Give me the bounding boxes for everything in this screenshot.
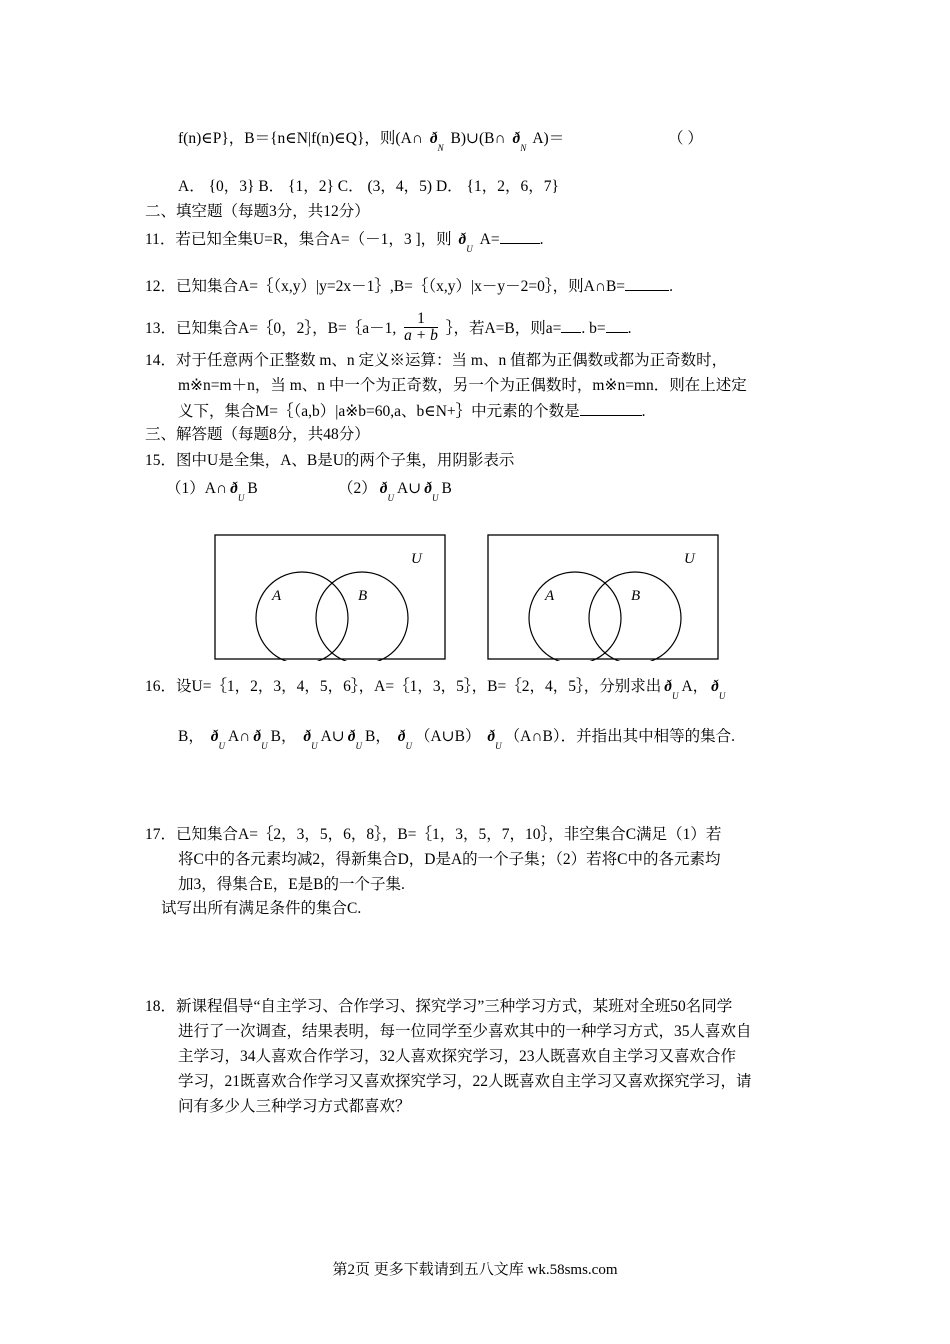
fraction	[404, 311, 438, 344]
q15-line-1: 15．图中U是全集，A、B是U的两个子集，用阴影表示	[145, 452, 515, 469]
complement-symbol: $ð_U$	[487, 728, 502, 752]
q17-line-3: 加3，得集合E，E是B的一个子集.	[178, 876, 405, 893]
label-a: A	[272, 588, 282, 604]
fraction-numerator: 1	[404, 311, 438, 328]
label-u: U	[684, 551, 695, 567]
complement-symbol: $ð_U$	[397, 728, 412, 752]
set-a-circle	[529, 572, 621, 661]
q13-text-2: ｝，若A=B，则a=	[445, 320, 562, 338]
complement-symbol: $ð_U$	[303, 728, 318, 752]
q16-l2-text-6: （A∪B）	[414, 728, 481, 745]
q17-line-1: 17．已知集合A=｛2，3，5，6，8｝，B=｛1，3，5，7，10｝，非空集合C满足（1）若	[145, 826, 722, 843]
fraction-denominator: a + b	[404, 327, 438, 344]
q14-end: .	[641, 403, 646, 420]
q15-part-2	[338, 479, 452, 504]
q15-p1-text-2: B	[247, 480, 258, 497]
q13-text-3: . b=	[581, 320, 606, 338]
label-a: A	[545, 588, 555, 604]
page-footer: 第2页 更多下载请到五八文库 wk.58sms.com	[332, 1262, 618, 1278]
q14-line-3	[178, 401, 646, 422]
section-3-heading: 三、解答题（每题8分，共48分）	[145, 426, 370, 443]
q18-line-2: 进行了一次调查，结果表明，每一位同学至少喜欢其中的一种学习方式，35人喜欢自	[178, 1023, 752, 1040]
set-b-circle	[316, 572, 408, 661]
complement-symbol: $ð_U$	[711, 678, 726, 702]
answer-blank	[500, 229, 540, 244]
q18-line-3: 主学习，34人喜欢合作学习，32人喜欢探究学习，23人既喜欢自主学习又喜欢合作	[178, 1048, 737, 1065]
set-b-circle	[589, 572, 681, 661]
q10-text-2: B)∪(B∩	[450, 130, 506, 147]
q16-l2-text-4: A∪	[320, 728, 345, 745]
label-b: B	[358, 588, 368, 604]
q15-p2-text-2: A∪	[397, 480, 422, 497]
q16-l2-text-7: （A∩B）．并指出其中相等的集合.	[504, 728, 735, 745]
complement-symbol: $ð_U$	[347, 728, 363, 752]
answer-blank	[606, 318, 628, 333]
section-2-heading: 二、填空题（每题3分，共12分）	[145, 203, 370, 220]
q14-text: 义下，集合M=｛（a,b）|a※b=60,a、b∈N+｝中元素的个数是	[178, 403, 580, 420]
complement-symbol: $ð_U$	[458, 231, 473, 255]
q18-line-4: 学习，21既喜欢合作学习又喜欢探究学习，22人既喜欢自主学习又喜欢探究学习，请	[178, 1073, 752, 1090]
venn-diagram-1	[214, 534, 447, 661]
q15-p2-text: （2）	[338, 480, 377, 497]
q14-line-1: 14．对于任意两个正整数 m、n 定义※运算：当 m、n 值都为正偶数或都为正奇数时，	[145, 352, 728, 369]
q16-l2-text-2: A∩	[227, 728, 251, 745]
q13-end: .	[627, 320, 632, 338]
q18-line-5: 问有多少人三种学习方式都喜欢？	[178, 1098, 411, 1115]
q11	[145, 229, 543, 255]
answer-blank	[561, 318, 581, 333]
q13	[145, 310, 632, 346]
q17-line-2: 将C中的各元素均减2，得新集合D，D是A的一个子集；（2）若将C中的各元素均	[178, 851, 721, 868]
q18-line-1: 18．新课程倡导“自主学习、合作学习、探究学习”三种学习方式，某班对全班50名同学	[145, 998, 733, 1015]
q16-text-2: A，	[681, 678, 709, 695]
q16-line-1	[145, 677, 728, 702]
q16-l2-text-3: B，	[270, 728, 297, 745]
q11-end: .	[539, 231, 544, 248]
complement-symbol: $ð_N$	[429, 130, 444, 154]
q16-text: 16．设U=｛1，2，3，4，5，6｝，A=｛1，3，5｝，B=｛2，4，5｝，分别求出	[145, 678, 662, 695]
q11-text-2: A=	[479, 231, 500, 248]
complement-symbol: $ð_U$	[664, 678, 679, 702]
q15-p1-text: （1）A∩	[166, 480, 228, 497]
q16-line-2	[178, 727, 735, 752]
complement-symbol: $ð_U$	[424, 480, 439, 504]
q10-text: f(n)∈P}，B＝{n∈N|f(n)∈Q}，则(A∩	[178, 130, 423, 147]
q10-line	[178, 129, 564, 154]
q16-l2-text-5: B，	[365, 728, 391, 745]
q16-l2-text: B，	[178, 728, 204, 745]
answer-blank	[580, 401, 642, 416]
complement-symbol: $ð_U$	[379, 480, 395, 504]
q12-text: 12．已知集合A=｛（x,y）|y=2x－1｝,B=｛（x,y）|x－y－2=0｝，则A∩B=	[145, 278, 626, 295]
label-u: U	[411, 551, 422, 567]
q12	[145, 276, 673, 297]
q14-line-2: m※n=m＋n，当 m、n 中一个为正奇数，另一个为正偶数时，m※n=mn．则在上述定	[178, 377, 747, 394]
q10-text-3: A)＝	[532, 130, 565, 147]
q11-text: 11．若已知全集U=R，集合A=（－1，3 ]，则	[145, 231, 452, 248]
q12-end: .	[669, 278, 673, 295]
venn-diagram-2	[487, 534, 720, 661]
q15-part-1	[166, 479, 258, 504]
q17-line-4: 试写出所有满足条件的集合C.	[161, 900, 362, 917]
complement-symbol: $ð_U$	[210, 728, 225, 752]
q15-p2-text-3: B	[441, 480, 452, 497]
complement-symbol: $ð_U$	[253, 728, 268, 752]
answer-blank	[625, 276, 669, 291]
q10-answer-paren: （ ）	[668, 130, 703, 147]
complement-symbol: $ð_U$	[230, 480, 245, 504]
complement-symbol: $ð_N$	[512, 130, 527, 154]
set-a-circle	[256, 572, 348, 661]
label-b: B	[631, 588, 641, 604]
q13-text: 13．已知集合A=｛0，2｝，B=｛a－1,	[145, 320, 397, 338]
q10-options: A． {0，3} B． {1，2} C． (3，4，5) D． {1，2，6，7}	[178, 178, 559, 195]
